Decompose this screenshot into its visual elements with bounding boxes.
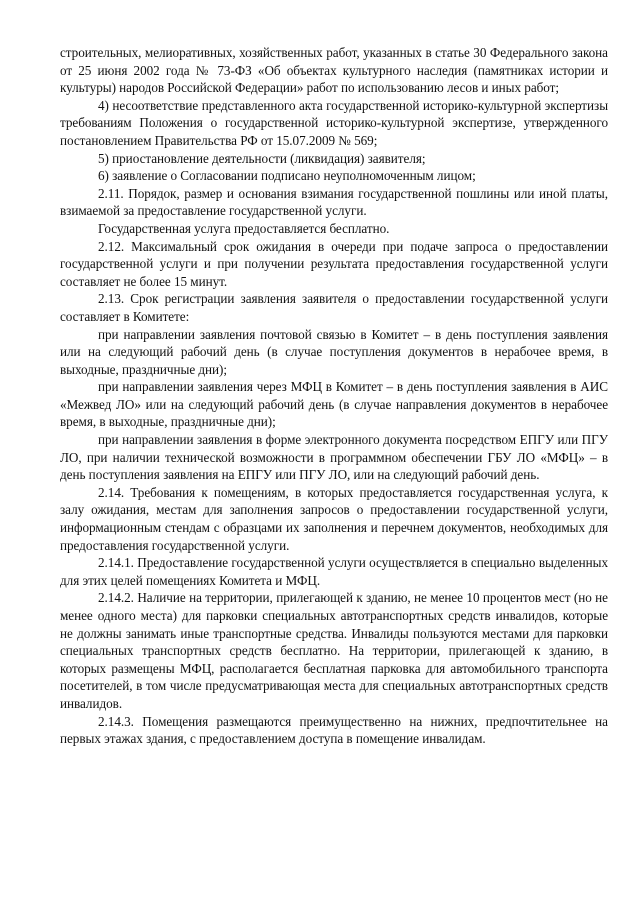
paragraph-2-14-1: 2.14.1. Предоставление государственной услуги осуществляется в специально выделенных для этих целей помещениях Комитета и МФЦ. [60,555,608,588]
paragraph-free-of-charge: Государственная услуга предоставляется бесплатно. [98,220,390,236]
paragraph-2-14: 2.14. Требования к помещениям, в которых предоставляется государственная услуга, к залу ожидания, местам для заполнения запросов о предоставлении государственной услуги, информационным стендам с образцами их заполнения и перечнем документов, необходимых для предоставления государственной услуги. [60,484,608,553]
paragraph-2-14-3: 2.14.3. Помещения размещаются преимущественно на нижних, предпочтительнее на первых этажах здания, с предоставлением доступа в помещение инвалидам. [60,713,608,747]
paragraph-electronic-submission: при направлении заявления в форме электронного документа посредством ЕПГУ или ПГУ ЛО, при наличии технической возможности в программном обеспечении ГБУ ЛО «МФЦ» – в день поступления заявления на ЕПГУ или ПГУ ЛО, или на следующий рабочий день. [60,432,608,483]
paragraph-postal-submission: при направлении заявления почтовой связью в Комитет – в день поступления заявления или на следующий рабочий день (в случае поступления документов в нерабочее время, в выходные, праздничные дни); [60,326,608,377]
paragraph-item-6: 6) заявление о Согласовании подписано неуполномоченным лицом; [98,168,476,184]
paragraph-2-11: 2.11. Порядок, размер и основания взимания государственной пошлины или иной платы, взимаемой за предоставление государственной услуги. [60,185,608,219]
paragraph-2-13: 2.13. Срок регистрации заявления заявителя о предоставлении государственной услуги составляет в Комитете: [60,291,608,324]
paragraph-2-14-2: 2.14.2. Наличие на территории, прилегающей к зданию, не менее 10 процентов мест (но не менее одного места) для парковки специальных автотранспортных средств инвалидов, которые не должны занимать иные транспортные средства. Инвалиды пользуются местами для парковки специальных транспортных средств бесплатно. На территории, прилегающей к зданию, в которых размещены МФЦ, располагается бесплатная парковка для автомобильного транспорта посетителей, в том числе предусматривающая места для специальных автотранспортных средств инвалидов. [60,590,608,711]
paragraph-item-5: 5) приостановление деятельности (ликвидация) заявителя; [98,150,426,166]
paragraph-continuation: строительных, мелиоративных, хозяйственных работ, указанных в статье 30 Федерального закона от 25 июня 2002 года № 73-ФЗ «Об объектах культурного наследия (памятниках истории и культуры) народов Российской Федерации» работ по использованию лесов и иных работ; [60,45,608,96]
paragraph-2-12: 2.12. Максимальный срок ожидания в очереди при подаче запроса о предоставлении государственной услуги и при получении результата предоставления государственной услуги составляет не более 15 минут. [60,238,608,289]
paragraph-item-4: 4) несоответствие представленного акта государственной историко-культурной экспертизы требованиям Положения о государственной историко-культурной экспертизе, утвержденного постановлением Правительства РФ от 15.07.2009 № 569; [60,97,608,148]
paragraph-mfc-submission: при направлении заявления через МФЦ в Комитет – в день поступления заявления в АИС «Межвед ЛО» или на следующий рабочий день (в случае направления документов в нерабочее время, в выходные, праздничные дни); [60,379,608,430]
document-page [60,44,608,748]
